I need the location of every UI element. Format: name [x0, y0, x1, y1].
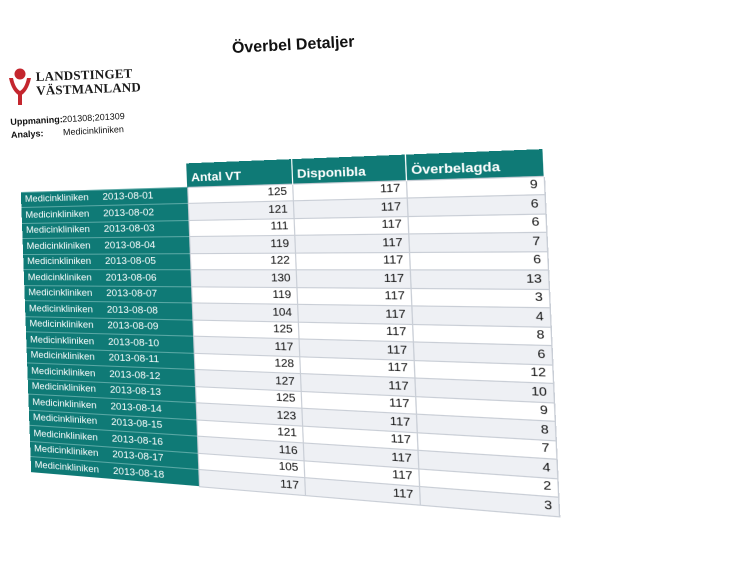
row-unit: Medicinkliniken [30, 441, 109, 463]
row-disponibla: 117 [303, 460, 418, 486]
row-unit: Medicinkliniken [31, 457, 110, 479]
row-overbelagda: 6 [407, 213, 546, 233]
row-disponibla: 117 [302, 426, 417, 451]
row-unit: Medicinkliniken [28, 394, 106, 414]
row-overbelagda: 2 [418, 468, 558, 497]
row-date: 2013-08-02 [99, 203, 189, 221]
logo-text-line1: LANDSTINGET [35, 65, 133, 84]
row-date: 2013-08-16 [107, 430, 197, 452]
row-date: 2013-08-04 [100, 237, 190, 254]
row-disponibla: 117 [296, 270, 411, 288]
row-disponibla: 117 [298, 322, 413, 342]
row-unit: Medicinkliniken [29, 425, 108, 446]
row-disponibla: 117 [298, 339, 413, 360]
uppmaning-label: Uppmaning: [10, 114, 64, 127]
row-date: 2013-08-13 [105, 382, 195, 403]
row-date: 2013-08-05 [101, 253, 191, 270]
row-antal-vt: 130 [190, 270, 296, 287]
row-antal-vt: 119 [189, 235, 295, 253]
row-date: 2013-08-11 [104, 350, 194, 370]
row-antal-vt: 104 [192, 303, 298, 322]
header-blank-unit [20, 167, 98, 192]
row-disponibla: 117 [296, 287, 411, 306]
report-meta [10, 106, 211, 142]
overbelaggning-table-wrap [20, 142, 731, 580]
row-overbelagda: 8 [416, 414, 556, 440]
page-title: Överbel Detaljer [231, 33, 355, 57]
row-antal-vt: 125 [195, 386, 301, 408]
row-overbelagda: 4 [411, 306, 550, 327]
row-overbelagda: 9 [406, 176, 545, 198]
row-disponibla: 117 [295, 252, 410, 270]
row-antal-vt: 119 [191, 286, 297, 304]
logo-figure-icon [6, 66, 34, 106]
row-overbelagda: 6 [409, 251, 548, 270]
row-antal-vt: 111 [188, 218, 294, 236]
logo-text-line2: VÄSTMANLAND [35, 79, 142, 98]
row-unit: Medicinkliniken [21, 206, 99, 223]
row-disponibla: 117 [301, 391, 416, 414]
row-disponibla: 117 [293, 198, 408, 218]
row-date: 2013-08-09 [103, 318, 193, 336]
row-unit: Medicinkliniken [21, 190, 99, 208]
landstinget-logo [6, 66, 156, 110]
row-date: 2013-08-17 [108, 446, 198, 469]
row-antal-vt: 121 [188, 201, 294, 220]
row-overbelagda: 8 [412, 324, 551, 346]
row-unit: Medicinkliniken [29, 410, 107, 431]
row-date: 2013-08-01 [98, 187, 188, 206]
row-overbelagda: 10 [414, 378, 553, 402]
row-overbelagda: 3 [419, 486, 559, 516]
column-header-antal-vt: Antal VT [186, 159, 292, 187]
row-unit: Medicinkliniken [24, 270, 102, 286]
row-unit: Medicinkliniken [27, 347, 105, 366]
row-unit: Medicinkliniken [23, 254, 101, 270]
row-overbelagda: 4 [417, 450, 557, 478]
row-date: 2013-08-18 [109, 463, 199, 487]
header-blank-date [97, 163, 187, 189]
row-overbelagda: 3 [410, 288, 549, 308]
overbelaggning-table [20, 149, 560, 517]
uppmaning-value: 201308;201309 [61, 111, 125, 125]
row-disponibla: 117 [293, 216, 408, 235]
row-overbelagda: 6 [407, 195, 546, 216]
row-antal-vt: 128 [194, 353, 300, 374]
row-unit: Medicinkliniken [26, 332, 104, 350]
row-antal-vt: 105 [198, 453, 305, 478]
row-unit: Medicinkliniken [25, 301, 103, 318]
row-antal-vt: 125 [187, 184, 293, 204]
analys-value: Medicinkliniken [62, 124, 125, 138]
row-date: 2013-08-08 [102, 302, 192, 320]
table-row [23, 251, 548, 270]
row-disponibla: 117 [304, 478, 420, 505]
row-overbelagda: 7 [417, 432, 557, 459]
row-unit: Medicinkliniken [27, 363, 105, 382]
row-overbelagda: 12 [414, 360, 553, 383]
row-antal-vt: 123 [196, 403, 302, 426]
row-disponibla: 117 [300, 374, 415, 397]
row-disponibla: 117 [297, 304, 412, 324]
row-date: 2013-08-03 [99, 220, 189, 238]
row-disponibla: 117 [294, 234, 409, 253]
row-antal-vt: 127 [194, 369, 300, 390]
row-overbelagda: 9 [415, 396, 555, 421]
row-disponibla: 117 [299, 356, 414, 378]
analys-label: Analys: [10, 128, 44, 140]
row-unit: Medicinkliniken [22, 222, 100, 239]
row-date: 2013-08-10 [104, 334, 194, 353]
row-date: 2013-08-07 [102, 286, 192, 303]
row-antal-vt: 117 [198, 469, 305, 495]
row-antal-vt: 125 [192, 320, 298, 339]
row-overbelagda: 13 [410, 270, 549, 289]
row-disponibla: 117 [292, 180, 407, 201]
row-unit: Medicinkliniken [28, 379, 106, 399]
row-unit: Medicinkliniken [24, 285, 102, 302]
row-date: 2013-08-14 [106, 398, 196, 419]
row-overbelagda: 7 [408, 232, 547, 252]
row-antal-vt: 116 [197, 436, 303, 460]
row-unit: Medicinkliniken [25, 316, 103, 334]
column-header-disponibla: Disponibla [291, 155, 406, 184]
row-overbelagda: 6 [413, 342, 552, 365]
row-date: 2013-08-15 [107, 414, 197, 436]
row-antal-vt: 122 [190, 253, 296, 270]
row-date: 2013-08-06 [101, 270, 191, 287]
row-antal-vt: 121 [196, 419, 302, 442]
column-header-overbelagda: Överbelagda [405, 149, 544, 180]
row-unit: Medicinkliniken [23, 238, 101, 254]
row-date: 2013-08-12 [105, 366, 195, 386]
row-disponibla: 117 [301, 408, 416, 432]
row-disponibla: 117 [303, 443, 418, 468]
row-antal-vt: 117 [193, 336, 299, 356]
